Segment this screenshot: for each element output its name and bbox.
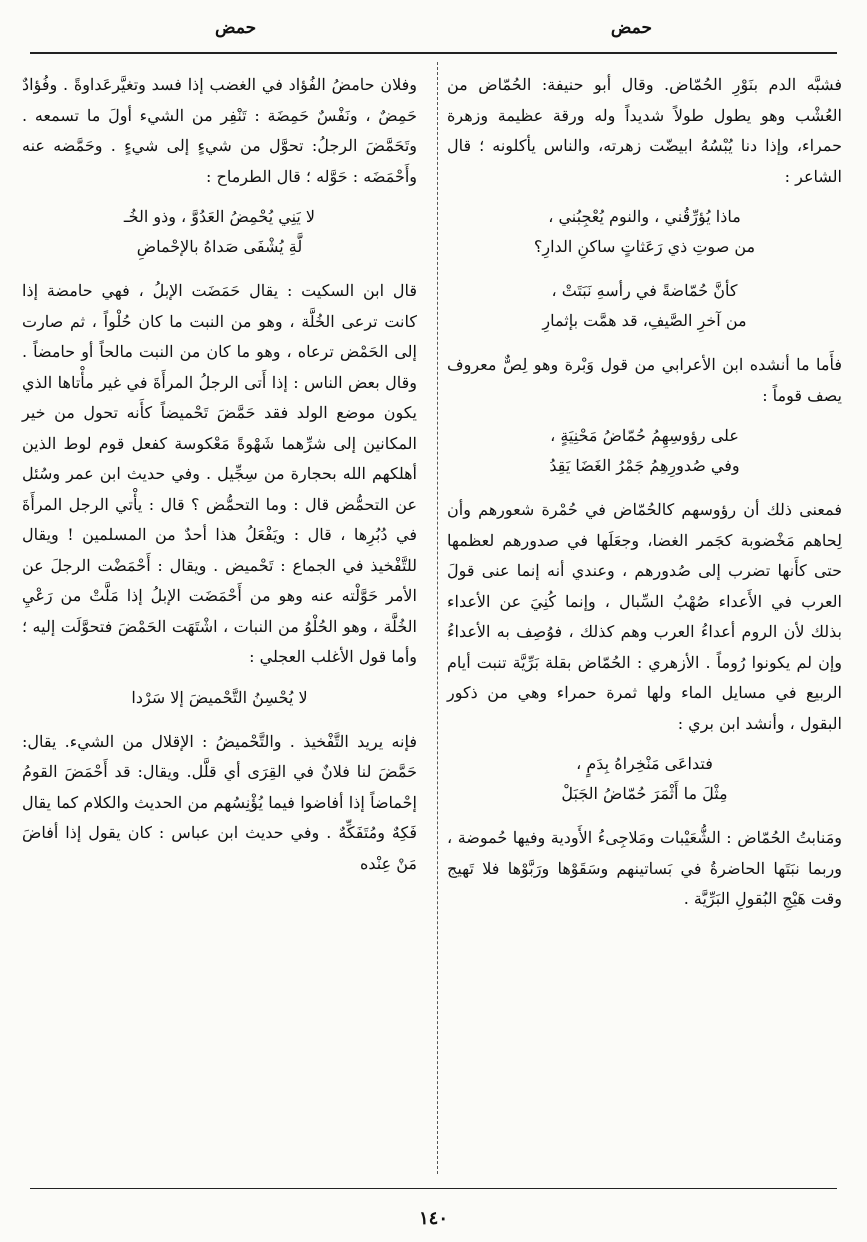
verse: [22, 683, 417, 713]
verse: [447, 749, 842, 809]
verse: [447, 202, 842, 336]
header-word-left: حمض: [215, 18, 257, 38]
verse-line: كأنَّ حُمّاضةً في رأسهِ نَبَتَتْ ،: [551, 281, 738, 300]
verse-line: على رؤوسِهِمُ حُمّاضُ مَحْنِيَةٍ ،: [550, 426, 739, 445]
paragraph: ومَنابتُ الحُمّاض : الشُّعَيْبات ومَلاجِىءُ الأَودية وفيها حُموضة ، وربما نبَتَها الحاضرةُ في بَساتينهم وسَقَوْها ورَبَّوْها فلا تَهيج وقت هَيْجِ البُقولِ البَرِّيَّة .: [447, 828, 842, 908]
verse-line: من آخرِ الصَّيفِ، قد همَّت بإثمارِ: [542, 311, 747, 330]
left-column: [22, 70, 417, 879]
paragraph: وفلان حامضُ الفُؤاد في الغضب إذا فسد وتغيَّرعَداوةً . وفُؤادٌ حَمِضٌ ، ونَفْسٌ حَمِضَة : تَنْفِر من الشيء أولَ ما تسمعه . وتَحَمَّضَ الرجلُ: تحوَّل من شيءٍ إلى شيءٍ . وحَمَّضه عنه وأَحْمَضَه : حَوَّله ؛ قال الطرماح :: [22, 75, 417, 186]
right-column: [447, 70, 842, 915]
page-number: ١٤٠: [418, 1208, 448, 1229]
header-rule: [30, 52, 837, 54]
verse-line: مِثْلَ ما أَثْمَرَ حُمّاضُ الجَبَلْ: [561, 784, 728, 803]
verse-line: لَّةِ يُشْفَى صَداهُ بالإحْماضِ: [136, 237, 303, 256]
verse-line: فتداعَى مَنْخِراهُ بِدَمٍ ،: [576, 754, 713, 773]
paragraph: فشبَّه الدم بنَوْرِ الحُمّاض. وقال أبو حنيفة: الحُمّاض من العُشْب وهو يطول طولاً شديداً وله ورقة عظيمة وزهرة حمراء، وإذا دنا يُبْسُهُ ابيضّت زهرته، والناس يأكلونه ؛ قال الشاعر :: [447, 75, 842, 186]
verse: [22, 202, 417, 262]
paragraph: قال ابن السكيت : يقال حَمَضَت الإبلُ ، فهي حامضة إذا كانت ترعى الخُلَّة ، وهو من النبت ما كان حُلْواً ، ثم صارت إلى الحَمْض ترعاه ، وهو ما كان من النبت مالحاً أو حامضاً . وقال بعض الناس : إذا أَتى الرجلُ المرأَةَ في غير مأْتاها الذي يكون موضع الولد فقد حَمَّضَ تَحْميضاً كأَنه تحول من خير المكانين إلى شرِّهما شَهْوةً مَعْكوسة كفعل قوم لوط الذين أهلكهم الله بحجارة من سِجِّيل . وفي حديث ابن عمر وسُئل عن التحمُّض قال : وما التحمُّض ؟ قال : يأْتي الرجل المرأَةَ في دُبُرِها ، قال : ويَفْعَلُ هذا أحدٌ من المسلمين ! ويقال للتَّفْخيذ في الجماع : تَحْميض . ويقال : أَحْمَضْت الرجلَ عن الأمر حَوَّلْته عنه وهو من أَحْمَضَت الإبلُ إذا مَلَّتْ من رَعْيِ الخُلَّة ، وهو الحُلْوُ من النبات ، اشْتَهَت الحَمْضَ فتحوَّلَت إليه ؛ وأما قول الأغلب العجلي :: [22, 281, 418, 666]
paragraph: فإنه يريد التَّفْخيذ . والتَّحْميضُ : الإقلال من الشيء. يقال: حَمَّضَ لنا فلانٌ في القِرَى أي قلَّل. ويقال: قد أَحْمَضَ القومُ إحْماضاً إذا أفاضوا فيما يُؤْنِسُهم من الحديث والكلام كما يقال فَكِهٌ ومُتَفَكِّهٌ . وفي حديث ابن عباس : كان يقول إذا أفاضَ مَنْ عِنْده: [22, 731, 417, 873]
header-word-right: حمض: [610, 18, 652, 38]
paragraph: فمعنى ذلك أن رؤوسهم كالحُمّاض في حُمْرة شعورهم وأن لِحاهم مَخْضوبة كجَمر الغضا، وجعَلَها في صدورهم لعظمها حتى كأَنها تضرب إلى صُدورهم ، وعندي أنه إنما عنى قولَ العرب في الأَعداء صُهْبُ السِّبال ، وإنما كُنِيَ عن الأعداء بذلك لأن الروم أعداءُ العرب وهم كذلك ، فوُصِف به الأعداءُ وإن لم يكونوا رُوماً . الأزهري : الحُمّاض بقلة بَرِّيَّة تنبت أيام الربيع في مسايل الماء ولها ثمرة حمراء وهي من ذكور البقول ، وأنشد ابن بري :: [447, 500, 842, 733]
verse-line: لا يُحْسِنُ التَّحْميضَ إلا سَرْدا: [131, 687, 308, 707]
verse: [447, 421, 842, 481]
verse-line: لا يَنِي يُحْمِضُ العَدُوَّ ، وذو الخُـ: [123, 207, 316, 226]
verse-line: من صوتِ ذي رَعَثاتٍ ساكنِ الدارِ؟: [533, 237, 756, 256]
verse-line: ماذا يُؤرِّقُني ، والنوم يُعْجِبُني ،: [548, 207, 741, 226]
column-divider: [437, 62, 438, 1174]
paragraph: فأَما ما أنشده ابن الأعرابي من قول وَبْرة وهو لِصٌّ معروف يصف قوماً :: [447, 355, 842, 405]
footer-rule: [30, 1188, 837, 1189]
verse-line: وفي صُدورِهِمُ جَمْرُ الغَضَا يَقِدُ: [549, 456, 740, 475]
